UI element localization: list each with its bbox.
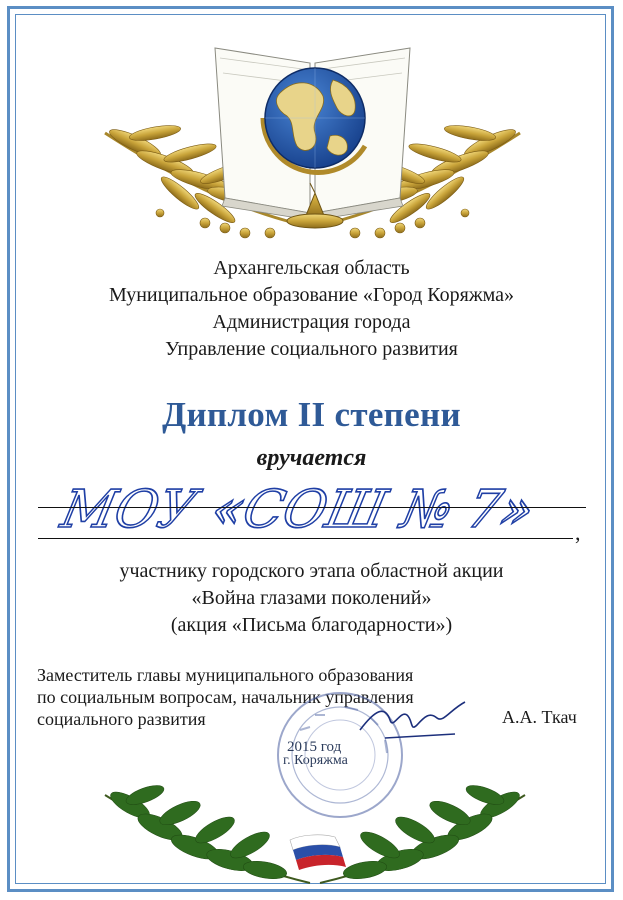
signatory-name: А.А. Ткач (502, 707, 577, 727)
stamp-city: г. Коряжма (283, 753, 348, 768)
signatory-position-line-3: социального развития (37, 709, 206, 729)
signatory-position-line-1: Заместитель главы муниципального образования (37, 665, 414, 685)
recipient-comma: , (575, 520, 581, 545)
green-laurel-ribbon-icon (85, 765, 545, 890)
recipient-line-action: (акция «Письма благодарности») (170, 614, 453, 636)
handwritten-signature (355, 690, 475, 745)
recipient-line-campaign: «Война глазами поколений» (191, 587, 432, 609)
svg-text:МОУ «СОШ № 7»: МОУ «СОШ № 7» (56, 479, 540, 540)
globe-book-laurel-emblem (65, 18, 560, 248)
municipality-line: Муниципальное образование «Город Коряжма» (108, 284, 515, 306)
department-line: Управление социального развития (165, 338, 458, 360)
diploma-subtitle: вручается (256, 445, 367, 471)
recipient-line-participant: участнику городского этапа областной акции (119, 560, 504, 582)
recipient-line-1 (38, 507, 586, 508)
tricolor-ribbon-icon (290, 835, 346, 870)
issuer-heading (30, 255, 593, 363)
recipient-line-2 (38, 538, 573, 539)
diploma-title: Диплом II степени (162, 395, 461, 434)
region-line: Архангельская область (213, 257, 410, 279)
recipient-description (30, 558, 593, 639)
handwritten-recipient-name (56, 465, 540, 545)
signatory-position-line-2: по социальным вопросам, начальник управления (37, 687, 414, 707)
administration-line: Администрация города (212, 311, 411, 333)
stamp-year: 2015 год (287, 739, 342, 755)
